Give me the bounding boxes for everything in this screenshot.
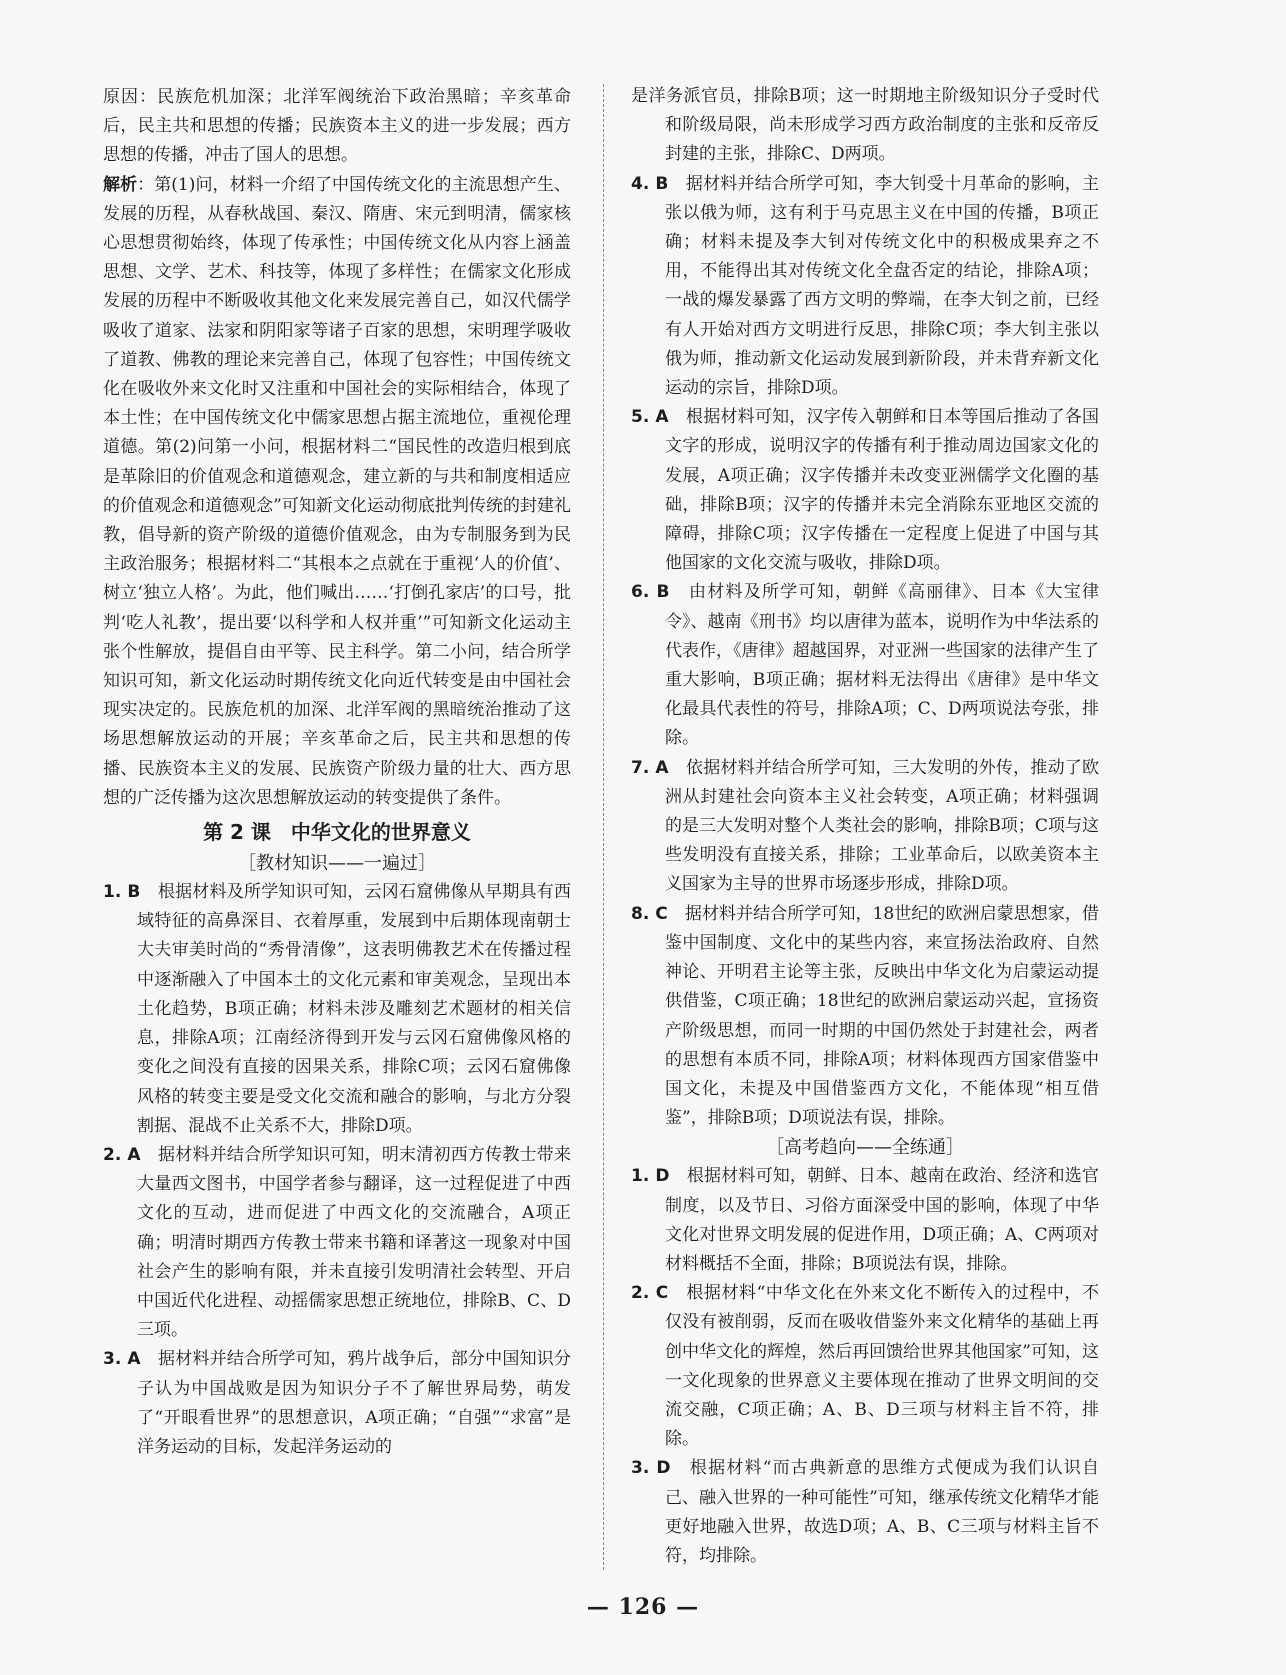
answer-item — [103, 1345, 571, 1462]
answer-item — [631, 403, 1099, 578]
answer-number: 5. A — [631, 407, 669, 428]
answer-number: 2. C — [631, 1283, 669, 1304]
answer-item — [631, 578, 1099, 753]
section-heading-exam-text: ［高考趋向——全练通］ — [766, 1137, 964, 1159]
answer-item — [631, 754, 1099, 900]
answer-item — [631, 1454, 1099, 1571]
answer-number: 3. D — [631, 1458, 671, 1479]
answer-item — [103, 878, 571, 1141]
answer-text: 根据材料“而古典新意的思维方式便成为我们认识自己、融入世界的一种可能性”可知，继承传统文化精华才能更好地融入世界，故选D项；A、B、C三项与材料主旨不符，均排除。 — [665, 1458, 1099, 1566]
section-heading-textbook-text: ［教材知识——一遍过］ — [238, 853, 436, 875]
analysis-label: 解析 — [103, 174, 138, 195]
answer-number: 1. D — [631, 1166, 670, 1187]
answer-number: 6. B — [631, 582, 670, 603]
answer-number: 4. B — [631, 173, 669, 194]
intro-paragraph: 原因：民族危机加深；北洋军阀统治下政治黑暗；辛亥革命后，民主共和思想的传播；民族资本主义的进一步发展；西方思想的传播，冲击了国人的思想。 — [103, 87, 571, 166]
answer-text: 据材料并结合所学可知，鸦片战争后，部分中国知识分子认为中国战败是因为知识分子不了解世界局势，萌发了“开眼看世界”的思想意识，A项正确；“自强”“求富”是洋务运动的目标，发起洋务运动的 — [137, 1349, 572, 1457]
answer-item — [631, 900, 1099, 1134]
lesson-title: 第 2 课 中华文化的世界意义 — [203, 820, 471, 845]
answer-item — [631, 170, 1099, 404]
analysis-text: ：第(1)问，材料一介绍了中国传统文化的主流思想产生、发展的历程，从春秋战国、秦汉、隋唐、宋元到明清，儒家核心思想贯彻始终，体现了传承性；中国传统文化从内容上涵盖思想、文学、艺术、科技等，体现了多样性；在儒家文化形成发展的历程中不断吸收其他文化来发展完善自己，如汉代儒学吸收了道家、法家和阴阳家等诸子百家的思想，宋明理学吸收了道教、佛教的理论来完善自己，体现了包容性；中国传统文化在吸收外来文化时又注重和中国社会的实际相结合，体现了本土性；在中国传统文化中儒家思想占据主流地位，重视伦理道德。第(2)问第一小问，根据材料二“国民性的改造归根到底是革除旧的价值观念和道德观念，建立新的与共和制度相适应的价值观念和道德观念”可知新文化运动彻底批判传统的封建礼教，倡导新的资产阶级的道德价值观念，由为专制服务到为民主政治服务；根据材料二“其根本之点就在于重视‘人的价值’、树立‘独立人格’。为此，他们喊出……‘打倒孔家店’的口号，批判‘吃人礼教’，提出要‘以科学和人权并重’”可知新文化运动主张个性解放，提倡自由平等、民主科学。第二小问，结合所学知识可知，新文化运动时期传统文化向近代转变是由中国社会现实决定的。民族危机的加深、北洋军阀的黑暗统治推动了这场思想解放运动的开展；辛亥革命之后，民主共和思想的传播、民族资本主义的发展、民族资产阶级力量的壮大、西方思想的广泛传播为这次思想解放运动的转变提供了条件。 — [103, 174, 571, 808]
answer-text: 依据材料并结合所学可知，三大发明的外传，推动了欧洲从封建社会向资本主义社会转变，A项正确；材料强调的是三大发明对整个人类社会的影响，排除B项；C项与这些发明没有直接关系，排除；工业革命后，以欧美资本主义国家为主导的世界市场逐步形成，排除D项。 — [665, 757, 1100, 895]
answer-item — [103, 1141, 571, 1345]
answer-number: 8. C — [631, 903, 668, 924]
answer-number: 2. A — [103, 1144, 141, 1165]
left-column — [103, 83, 571, 1462]
right-column — [631, 82, 1099, 1571]
answer-text: 据材料并结合所学可知，李大钊受十月革命的影响，主张以俄为师，这有利于马克思主义在中国的传播，B项正确；材料未提及李大钊对传统文化中的积极成果弃之不用，不能得出其对传统文化全盘否定的结论，排除A项；一战的爆发暴露了西方文明的弊端，在李大钊之前，已经有人开始对西方文明进行反思，排除C项；李大钊主张以俄为师，推动新文化运动发展到新阶段，并未背弃新文化运动的宗旨，排除D项。 — [665, 173, 1099, 399]
answer-text: 据材料并结合所学可知，18世纪的欧洲启蒙思想家，借鉴中国制度、文化中的某些内容，来宣扬法治政府、自然神论、开明君主论等主张，反映出中华文化为启蒙运动提供借鉴，C项正确；18世纪的欧洲启蒙运动兴起，宣扬资产阶级思想，而同一时期的中国仍然处于封建社会，两者的思想有本质不同，排除A项；材料体现西方国家借鉴中国文化，未提及中国借鉴西方文化，不能体现“相互借鉴”，排除B项；D项说法有误，排除。 — [665, 903, 1100, 1129]
answer-text: 由材料及所学可知，朝鲜《高丽律》、日本《大宝律令》、越南《刑书》均以唐律为蓝本，说明作为中华法系的代表作，《唐律》超越国界，对亚洲一些国家的法律产生了重大影响，B项正确；据材料无法得出《唐律》是中华文化最具代表性的符号，排除A项；C、D两项说法夸张，排除。 — [665, 582, 1100, 749]
section-heading-exam — [631, 1133, 1099, 1162]
answer-text: 根据材料可知，朝鲜、日本、越南在政治、经济和选官制度，以及节日、习俗方面深受中国的影响，体现了中华文化对世界文明发展的促进作用，D项正确；A、C两项对材料概括不全面，排除；B项说法有误，排除。 — [665, 1166, 1099, 1274]
answer-item — [631, 1279, 1099, 1454]
answer-text: 根据材料可知，汉字传入朝鲜和日本等国后推动了各国文字的形成，说明汉字的传播有利于推动周边国家文化的发展，A项正确；汉字传播并未改变亚洲儒学文化圈的基础，排除B项；汉字的传播并未完全消除东亚地区交流的障碍，排除C项；汉字传播在一定程度上促进了中国与其他国家的文化交流与吸收，排除D项。 — [665, 407, 1100, 574]
answer-item — [631, 1162, 1099, 1279]
answer-continuation — [631, 82, 1099, 170]
page-number: — 126 — — [586, 1594, 700, 1620]
section-heading-textbook — [103, 849, 571, 878]
answer-text: 据材料并结合所学知识可知，明末清初西方传教士带来大量西文图书，中国学者参与翻译，这一过程促进了中西文化的互动，进而促进了中西文化的交流融合，A项正确；明清时期西方传教士带来书籍和译著这一现象对中国社会产生的影响有限，并未直接引发明清社会转型、开启中国近代化进程、动摇儒家思想正统地位，排除B、C、D三项。 — [137, 1144, 572, 1341]
column-divider — [603, 84, 604, 1570]
answer-text: 根据材料“中华文化在外来文化不断传入的过程中，不仅没有被削弱，反而在吸收借鉴外来文化精华的基础上再创中华文化的辉煌，然后再回馈给世界其他国家”可知，这一文化现象的世界意义主要体现在推动了世界文明间的交流交融，C项正确；A、B、D三项与材料主旨不符，排除。 — [665, 1283, 1099, 1450]
analysis-paragraph — [103, 171, 571, 813]
answer-continuation-text: 是洋务派官员，排除B项；这一时期地主阶级知识分子受时代和阶级局限，尚未形成学习西方政治制度的主张和反帝反封建的主张，排除C、D两项。 — [631, 86, 1099, 165]
answer-number: 1. B — [103, 882, 141, 903]
answer-number: 7. A — [631, 757, 669, 778]
answer-text: 根据材料及所学知识可知，云冈石窟佛像从早期具有西域特征的高鼻深目、衣着厚重，发展到中后期体现南朝士大夫审美时尚的“秀骨清像”，这表明佛教艺术在传播过程中逐渐融入了中国本土的文化元素和审美观念，呈现出本土化趋势，B项正确；材料未涉及雕刻艺术题材的相关信息，排除A项；江南经济得到开发与云冈石窟佛像风格的变化之间没有直接的因果关系，排除C项；云冈石窟佛像风格的转变主要是受文化交流和融合的影响，与北方分裂割据、混战不止关系不大，排除D项。 — [137, 882, 571, 1136]
answer-number: 3. A — [103, 1349, 141, 1370]
